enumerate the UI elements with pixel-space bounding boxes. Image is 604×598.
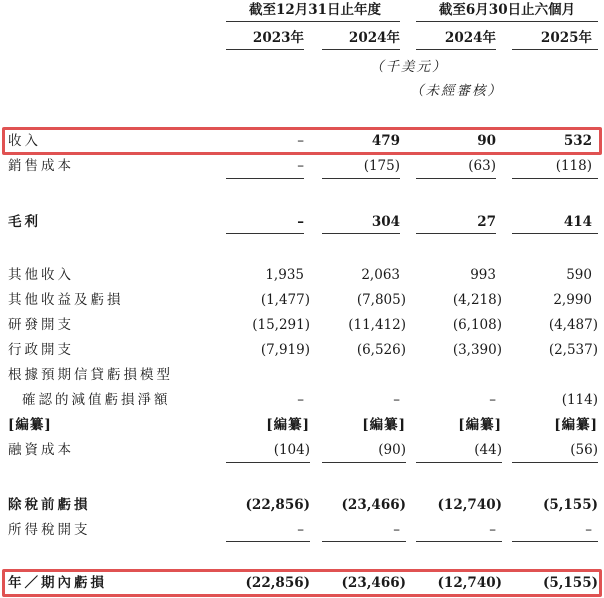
row-underline: [226, 541, 310, 542]
row-underline: [322, 462, 406, 463]
col-underline: [416, 49, 496, 50]
cell: (44): [474, 442, 502, 458]
cell: 2,063: [361, 267, 400, 283]
cell: (7,919): [260, 342, 310, 358]
cell: 590: [566, 267, 592, 283]
cell: (6,526): [356, 342, 406, 358]
row-label-revenue: 收入: [8, 133, 41, 149]
cell: (12,740): [437, 575, 502, 591]
cell: (1,477): [260, 292, 310, 308]
cell: (118): [555, 158, 592, 174]
col-header-2024: 2024年: [348, 30, 400, 46]
row-underline: [416, 233, 496, 234]
col-header-2025-h1: 2025年: [540, 30, 592, 46]
row-underline: [512, 462, 598, 463]
row-underline: [322, 178, 400, 179]
cell: 532: [563, 133, 592, 149]
row-label-admin-expenses: 行政開支: [8, 342, 74, 358]
row-underline: [512, 178, 598, 179]
cell: –: [297, 392, 304, 408]
row-label-other-income: 其他收入: [8, 267, 74, 283]
cell: (6,108): [452, 317, 502, 333]
cell: 304: [371, 214, 400, 230]
cell: (22,856): [245, 575, 310, 591]
cell: (22,856): [245, 497, 310, 513]
cell: (114): [561, 392, 598, 408]
cell: (12,740): [437, 497, 502, 513]
cell: [編纂]: [362, 417, 406, 433]
cell: (5,155): [542, 497, 598, 513]
row-underline: [416, 541, 502, 542]
cell: [編纂]: [554, 417, 598, 433]
col-underline: [226, 49, 304, 50]
cell: [編纂]: [266, 417, 310, 433]
cell: 90: [477, 133, 496, 149]
cell: (11,412): [348, 317, 406, 333]
cell: (63): [468, 158, 496, 174]
cell: –: [297, 158, 304, 174]
row-underline: [226, 178, 304, 179]
cell: (2,537): [548, 342, 598, 358]
cell: (3,390): [452, 342, 502, 358]
row-underline: [416, 178, 496, 179]
cell: –: [297, 214, 304, 230]
cell: 414: [563, 214, 592, 230]
unaudited-note: （未經審核）: [410, 83, 503, 99]
row-label-income-tax: 所得稅開支: [8, 522, 91, 538]
cell: (4,218): [452, 292, 502, 308]
cell: (7,805): [356, 292, 406, 308]
cell: 1,935: [265, 267, 304, 283]
cell: –: [393, 392, 400, 408]
row-label-redacted: [編纂]: [8, 417, 52, 433]
row-underline: [512, 233, 598, 234]
col-underline: [512, 49, 598, 50]
cell: (23,466): [341, 497, 406, 513]
header-underline: [226, 21, 400, 22]
row-label-other-gains-losses: 其他收益及虧損: [8, 292, 124, 308]
header-underline: [416, 21, 598, 22]
cell: –: [297, 522, 304, 538]
col-header-2024-h1: 2024年: [444, 30, 496, 46]
cell: 479: [371, 133, 400, 149]
cell: [編纂]: [458, 417, 502, 433]
row-label-gross-profit: 毛利: [8, 214, 41, 230]
cell: (175): [363, 158, 400, 174]
col-header-2023: 2023年: [252, 30, 304, 46]
cell: (90): [378, 442, 406, 458]
cell: (104): [273, 442, 310, 458]
row-label-ecl-line2: 確認的減值虧損淨額: [22, 392, 171, 408]
row-underline: [416, 462, 502, 463]
row-underline: [226, 233, 304, 234]
cell: –: [489, 392, 496, 408]
header-full-year: 截至12月31日止年度: [248, 2, 382, 18]
row-underline: [226, 462, 310, 463]
header-six-month: 截至6月30日止六個月: [438, 2, 576, 18]
cell: (15,291): [252, 317, 310, 333]
cell: –: [297, 133, 304, 149]
cell: (23,466): [341, 575, 406, 591]
cell: –: [489, 522, 496, 538]
cell: (5,155): [542, 575, 598, 591]
cell: –: [393, 522, 400, 538]
unit-note: （千美元）: [370, 59, 448, 75]
cell: 2,990: [553, 292, 592, 308]
col-underline: [322, 49, 400, 50]
row-label-loss-for-period: 年／期內虧損: [8, 575, 107, 591]
row-label-cost-of-sales: 銷售成本: [8, 158, 74, 174]
row-underline: [512, 541, 598, 542]
row-label-rd-expenses: 研發開支: [8, 317, 74, 333]
row-underline: [322, 233, 400, 234]
row-label-finance-costs: 融資成本: [8, 442, 74, 458]
row-label-loss-before-tax: 除稅前虧損: [8, 497, 91, 513]
row-underline: [322, 541, 406, 542]
cell: –: [585, 522, 592, 538]
row-label-ecl-line1: 根據預期信貸虧損模型: [8, 367, 173, 383]
cell: 993: [470, 267, 496, 283]
cell: (4,487): [548, 317, 598, 333]
cell: 27: [477, 214, 496, 230]
cell: (56): [570, 442, 598, 458]
